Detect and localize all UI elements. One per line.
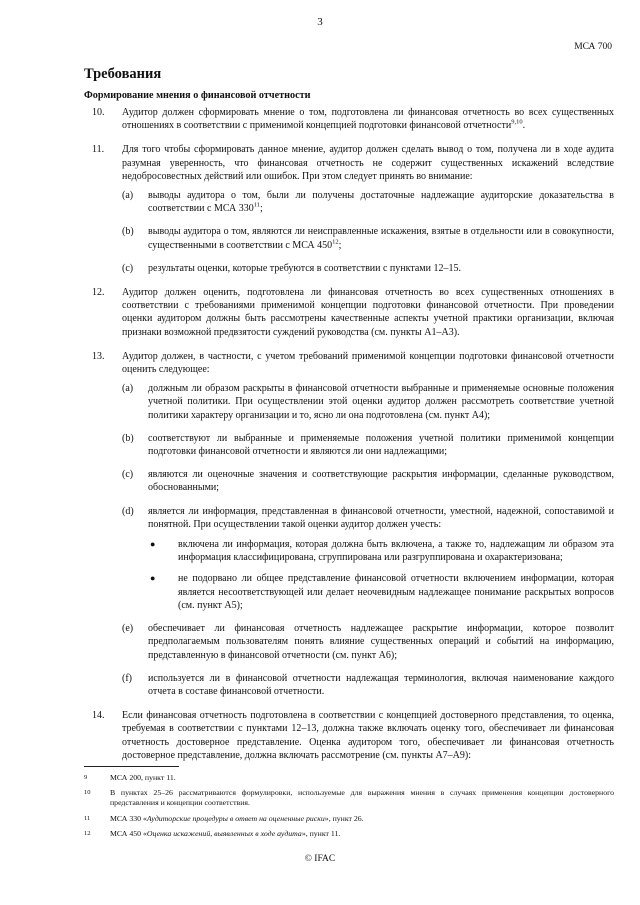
bullet-item	[148, 572, 614, 612]
footnote-ref: 12	[332, 238, 339, 246]
footnote-number: 12	[84, 829, 91, 837]
sub-text: обеспечивает ли финансовая отчетность надлежащее раскрытие информации, которое позволит предполагаемым пользователям понять влияние существенных операций и событий на информацию, представленную в финансовой отчетности (см. пункт А6);	[148, 623, 614, 661]
sub-item	[122, 622, 614, 662]
sub-tail: ;	[338, 239, 342, 251]
footnote-ref: 11	[253, 201, 260, 209]
paragraph-text: Аудитор должен оценить, подготовлена ли финансовая отчетность во всех существенных отношениях в соответствии с требованиями применимой концепции подготовки финансовой отчетности. При проведении оценки аудитором должны быть рассмотрены качественные аспекты учетной практики организации, включая признаки возможной предвзятости суждений руководства (см. пункты А1–А3).	[122, 287, 614, 338]
sub-item	[122, 468, 614, 494]
sub-label: (b)	[122, 226, 134, 238]
sub-item	[122, 505, 614, 612]
copyright: © IFAC	[304, 854, 336, 864]
paragraph-text: Аудитор должен сформировать мнение о том, подготовлена ли финансовая отчетность во всех существенных отношениях в соответствии с применимой концепцией подготовки финансовой отчетности	[122, 107, 614, 132]
paragraph-number: 11.	[92, 144, 105, 156]
sub-label: (b)	[122, 432, 134, 444]
sub-text: выводы аудитора о том, были ли получены достаточные надлежащие аудиторские доказательства в соответствии с МСА 330	[148, 190, 614, 215]
sub-text: используется ли в финансовой отчетности надлежащая терминология, включая наименование каждого отчета в составе финансовой отчетности.	[148, 672, 614, 697]
sub-item	[122, 382, 614, 422]
bullet-text: не подорвано ли общее представление финансовой отчетности включением информации, которая является несоответствующей или делает неочевидным надлежащее понимание раскрытых вопросов (см. пункт А5);	[178, 573, 614, 611]
sub-item	[122, 189, 614, 215]
footnote	[84, 829, 614, 839]
paragraph-number: 12.	[92, 287, 105, 299]
paragraph-13	[84, 350, 614, 698]
paragraph-number: 10.	[92, 107, 105, 118]
bullet-item	[148, 538, 614, 564]
sub-item	[122, 262, 614, 275]
sub-text: должным ли образом раскрыты в финансовой отчетности выбранные и применяемые основные положения учетной политики. При осуществлении этой оценки аудитор должен рассмотреть соответствие учетной политики характеру организации и то, ясно ли она подготовлена (см. пункт А4);	[148, 383, 614, 421]
paragraph-tail: .	[522, 120, 526, 132]
paragraph-11	[84, 143, 614, 275]
sub-text: является ли информация, представленная в финансовой отчетности, уместной, надежной, сопоставимой и понятной. При осуществлении такой оценки аудитор должен учесть:	[148, 505, 614, 530]
footnotes	[84, 773, 614, 844]
paragraph-text: Для того чтобы сформировать данное мнение, аудитор должен сделать вывод о том, получена ли в ходе аудита разумная уверенность, что финансовая отчетность не содержит существенных искажений вследствие недобросовестных действий или ошибок. При этом следует принять во внимание:	[122, 144, 614, 182]
sub-item	[122, 672, 614, 698]
bullet-dot-icon: ●	[150, 539, 156, 550]
paragraph-14	[84, 709, 614, 762]
footnote	[84, 788, 614, 808]
sub-tail: ;	[260, 203, 263, 215]
content	[84, 106, 614, 773]
sub-label: (с)	[122, 262, 134, 274]
paragraph-number: 13.	[92, 350, 105, 362]
bullet-text: включена ли информация, которая должна быть включена, а также то, надлежащим ли образом эта информация классифицирована, сгруппирована или разгруппирована и охарактеризована;	[178, 539, 614, 564]
paragraph-text: Если финансовая отчетность подготовлена в соответствии с концепцией достоверного представления, то оценка, требуемая в соответствии с пунктами 12–13, должна также включать оценку того, обеспечивает ли финансовая отчетность достоверное представление. Оценка аудитором того, обеспечивает ли финансовая отчетность достоверное представление, должна включать рассмотрение (см. пункты А7–А9):	[122, 710, 614, 761]
footnote	[84, 773, 614, 783]
bullet-dot-icon: ●	[150, 573, 156, 584]
footnote-number: 11	[84, 814, 91, 822]
paragraph-12	[84, 286, 614, 339]
footnote-title: Оценка искажений, выявленных в ходе аудита	[146, 828, 302, 838]
sub-label: (f)	[122, 672, 132, 684]
footnote	[84, 814, 614, 824]
footnote-text-prefix: МСА 330 «	[110, 813, 147, 823]
sub-label: (с)	[122, 469, 134, 481]
sub-item	[122, 225, 614, 251]
footnote-number: 9	[84, 774, 88, 781]
subsection-title: Формирование мнения о финансовой отчетности	[84, 90, 311, 101]
sub-label: (а)	[122, 383, 134, 395]
paragraph-text: Аудитор должен, в частности, с учетом требований применимой концепции подготовки финансовой отчетности оценить следующее:	[122, 350, 614, 376]
footnote-text: МСА 200, пункт 11.	[110, 773, 176, 782]
paragraph-10	[84, 106, 614, 132]
footnote-ref: 9,10	[511, 118, 523, 126]
bullet-list	[148, 538, 614, 612]
sub-text: результаты оценки, которые требуются в соответствии с пунктами 12–15.	[148, 262, 461, 274]
paragraph-number: 14.	[92, 710, 105, 722]
sub-label: (е)	[122, 623, 134, 635]
sub-text: выводы аудитора о том, являются ли неисправленные искажения, взятые в отдельности или в совокупности, существенными в соответствии с МСА 450	[148, 226, 614, 251]
sub-list	[122, 382, 614, 698]
page-number: 3	[317, 16, 323, 28]
sub-label: (а)	[122, 190, 134, 202]
footnote-text-suffix: », пункт 11.	[301, 828, 341, 838]
footnote-divider	[84, 766, 179, 767]
footnote-number: 10	[84, 789, 91, 797]
sub-label: (d)	[122, 505, 134, 517]
section-title: Требования	[84, 66, 162, 82]
footnote-title: Аудиторские процедуры в ответ на оцененные риски	[146, 813, 325, 823]
sub-list	[122, 189, 614, 275]
footnote-text: В пунктах 25–26 рассматриваются формулировки, используемые для выражения мнения в случаях применения концепции достоверного представления и концепции соответствия.	[110, 788, 614, 808]
footnote-text-prefix: МСА 450 «	[110, 828, 147, 838]
footnote-text-suffix: », пункт 26.	[324, 813, 364, 823]
sub-text: являются ли оценочные значения и соответствующие раскрытия информации, сделанные руководством, обоснованными;	[148, 469, 614, 494]
sub-text: соответствуют ли выбранные и применяемые положения учетной политики применимой концепции подготовки финансовой отчетности и являются ли они надлежащими;	[148, 432, 614, 458]
standard-label: МСА 700	[574, 42, 612, 52]
sub-item	[122, 432, 614, 458]
